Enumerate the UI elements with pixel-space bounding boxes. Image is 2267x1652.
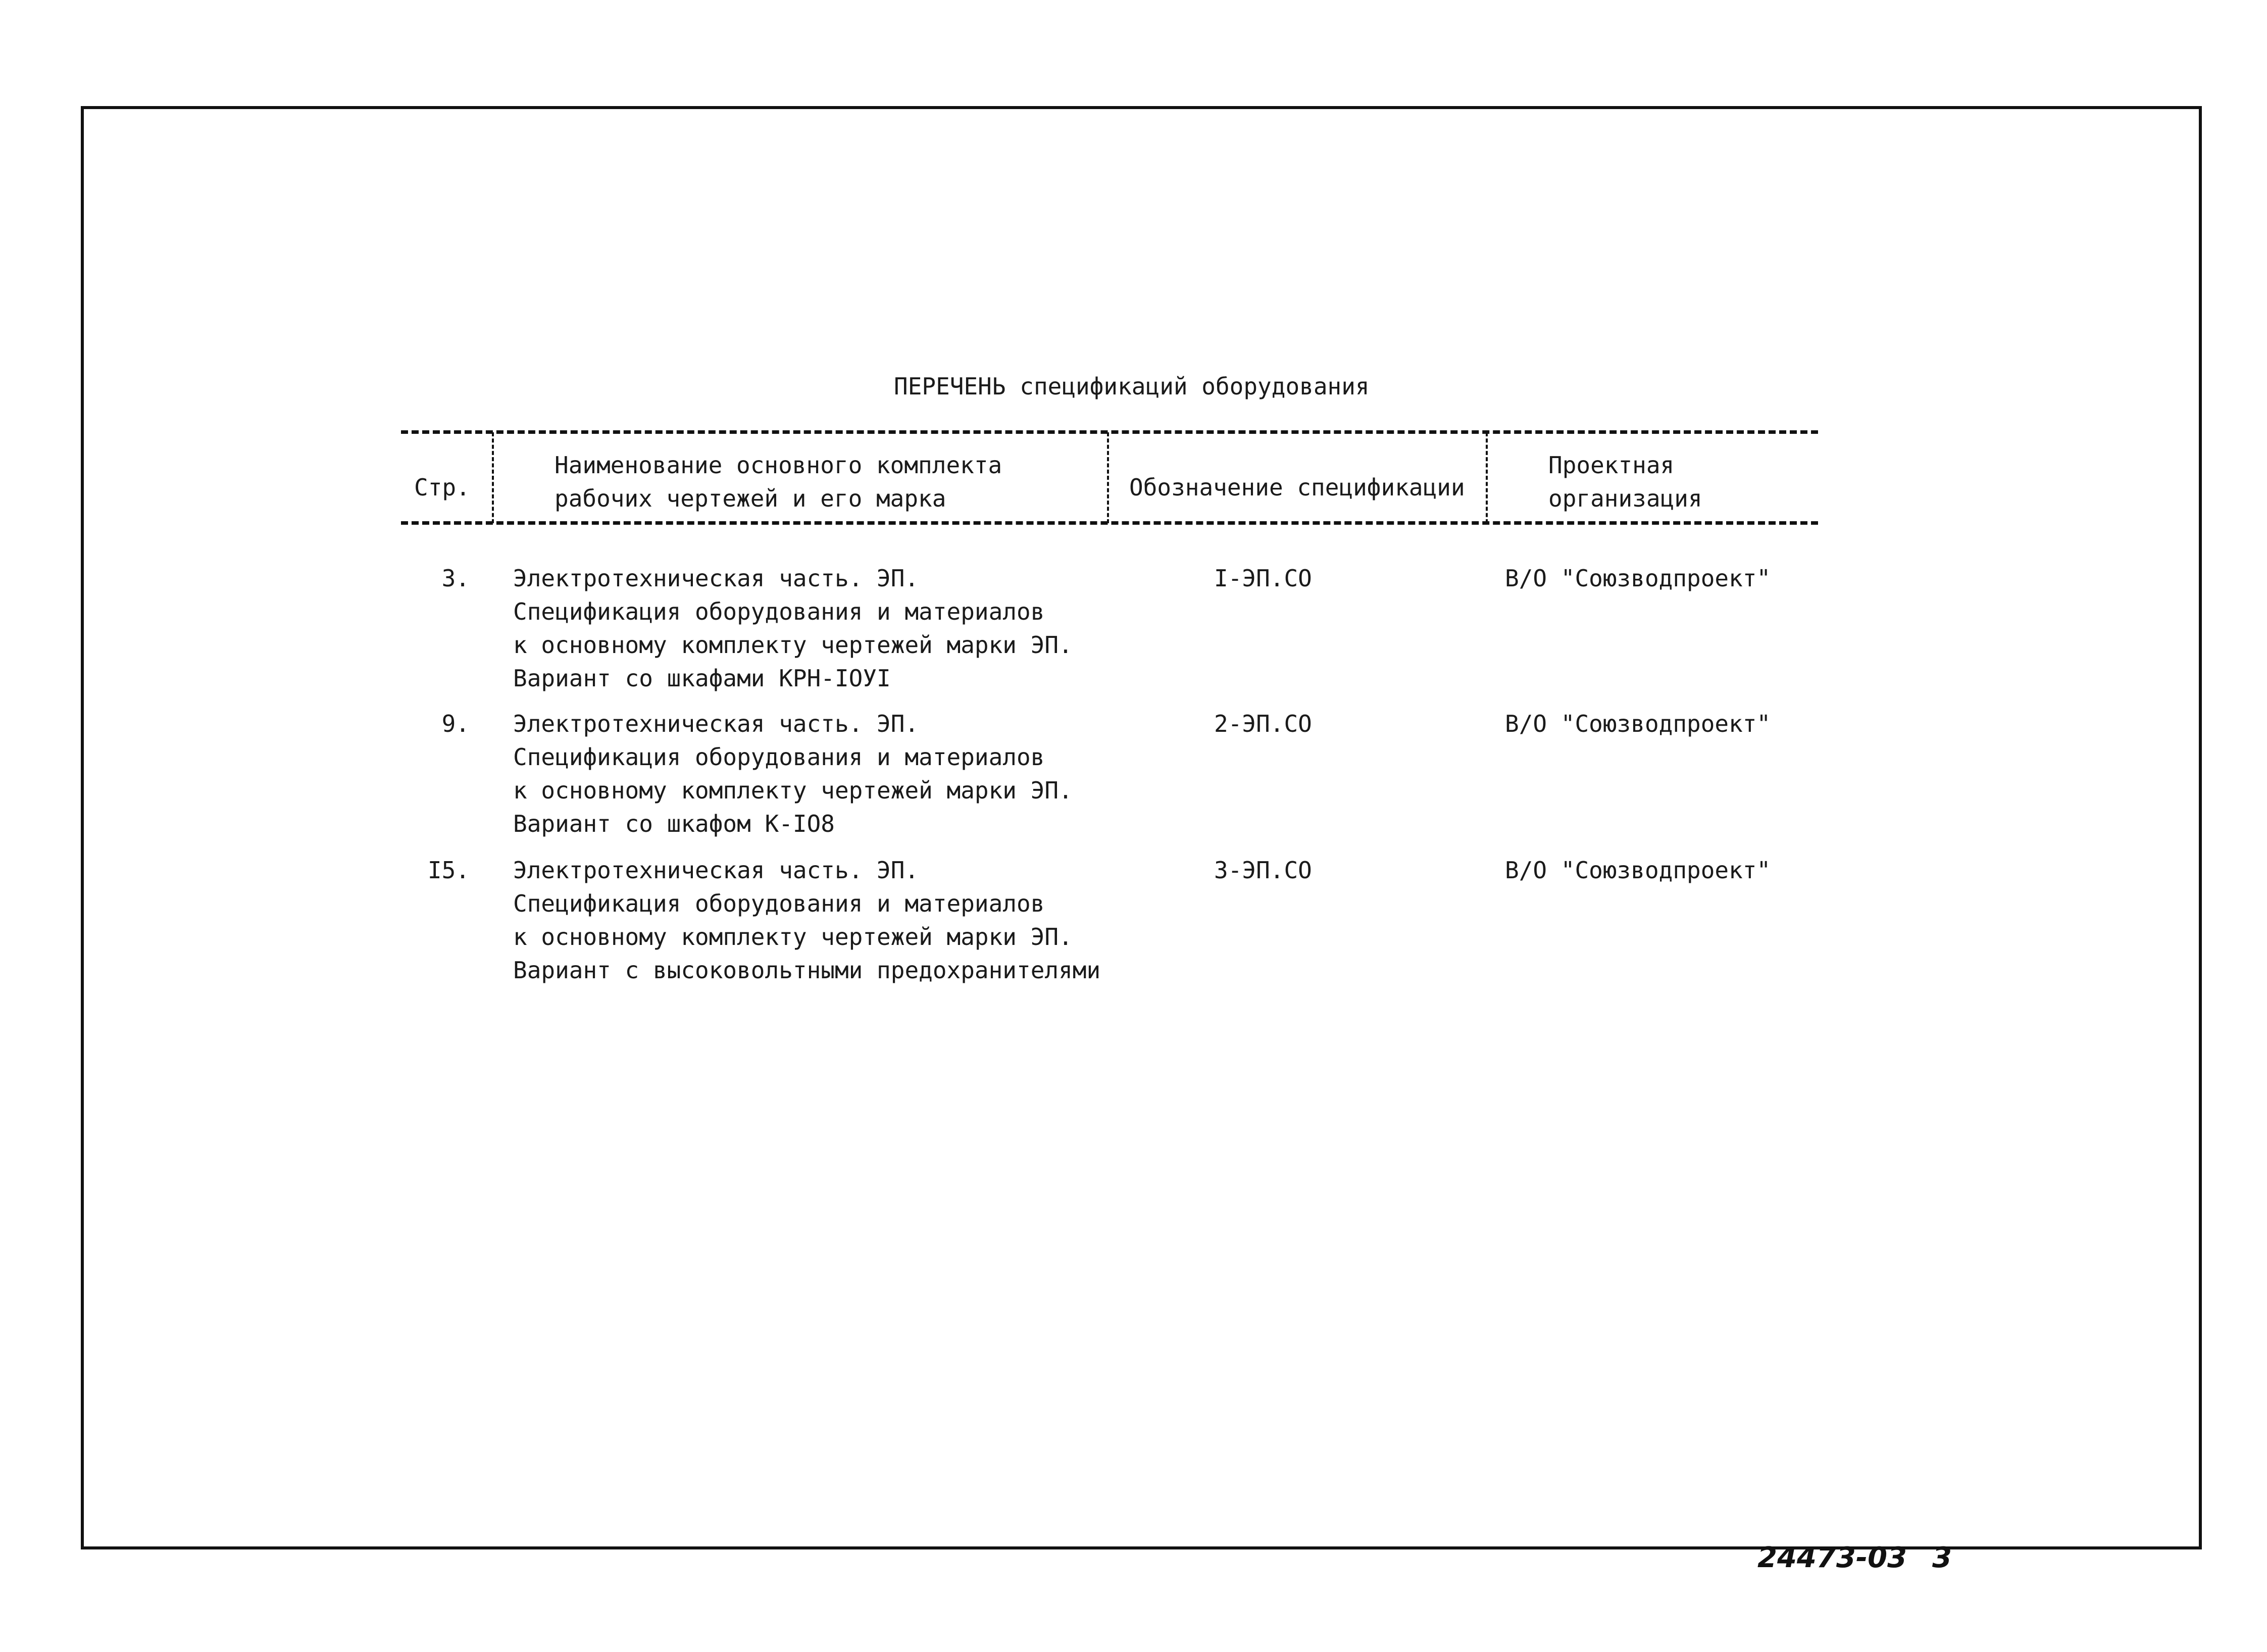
- header-org-line2: организация: [1548, 485, 1702, 512]
- header-designation-column: Обозначение спецификации: [1129, 474, 1465, 501]
- document-stamp: [1757, 1541, 1952, 1574]
- document-number: 24473-03: [1757, 1541, 1907, 1574]
- header-org-line1: Проектная: [1548, 452, 1675, 479]
- row-name-line: Вариант со шкафами КРН-IOУI: [513, 665, 891, 692]
- row-name-line: Вариант с высоковольтными предохранителями: [513, 957, 1101, 984]
- header-name-line2: рабочих чертежей и его марка: [555, 485, 946, 512]
- row-page-number: 9.: [441, 710, 470, 737]
- row-designation: 3-ЭП.СО: [1214, 857, 1312, 884]
- row-name-line: Спецификация оборудования и материалов: [513, 890, 1045, 917]
- row-designation: 2-ЭП.СО: [1214, 710, 1312, 737]
- row-name-line: Электротехническая часть. ЭП.: [513, 565, 919, 592]
- row-name-line: Вариант со шкафом К-IO8: [513, 810, 835, 837]
- row-name-line: Электротехническая часть. ЭП.: [513, 857, 919, 884]
- row-organization: В/О "Союзводпроект": [1505, 857, 1771, 884]
- row-designation: I-ЭП.СО: [1214, 565, 1312, 592]
- column-separator: [1107, 432, 1109, 523]
- row-organization: В/О "Союзводпроект": [1505, 565, 1771, 592]
- row-name-line: Электротехническая часть. ЭП.: [513, 710, 919, 737]
- row-organization: В/О "Союзводпроект": [1505, 710, 1771, 737]
- header-page-column: Стр.: [414, 474, 470, 501]
- drawing-frame: [81, 106, 2202, 1549]
- column-separator: [1486, 432, 1488, 523]
- sheet-number: 3: [1932, 1541, 1952, 1574]
- column-separator: [492, 432, 494, 523]
- header-top-rule: [401, 430, 1818, 434]
- row-page-number: 3.: [441, 565, 470, 592]
- row-name-line: к основному комплекту чертежей марки ЭП.: [513, 777, 1073, 804]
- row-name-line: к основному комплекту чертежей марки ЭП.: [513, 631, 1073, 659]
- header-bottom-rule: [401, 521, 1818, 525]
- row-name-line: к основному комплекту чертежей марки ЭП.: [513, 923, 1073, 950]
- header-name-line1: Наименование основного комплекта: [555, 452, 1002, 479]
- row-page-number: I5.: [427, 857, 470, 884]
- row-name-line: Спецификация оборудования и материалов: [513, 743, 1045, 771]
- row-name-line: Спецификация оборудования и материалов: [513, 598, 1045, 625]
- document-title: ПЕРЕЧЕНЬ спецификаций оборудования: [894, 373, 1370, 400]
